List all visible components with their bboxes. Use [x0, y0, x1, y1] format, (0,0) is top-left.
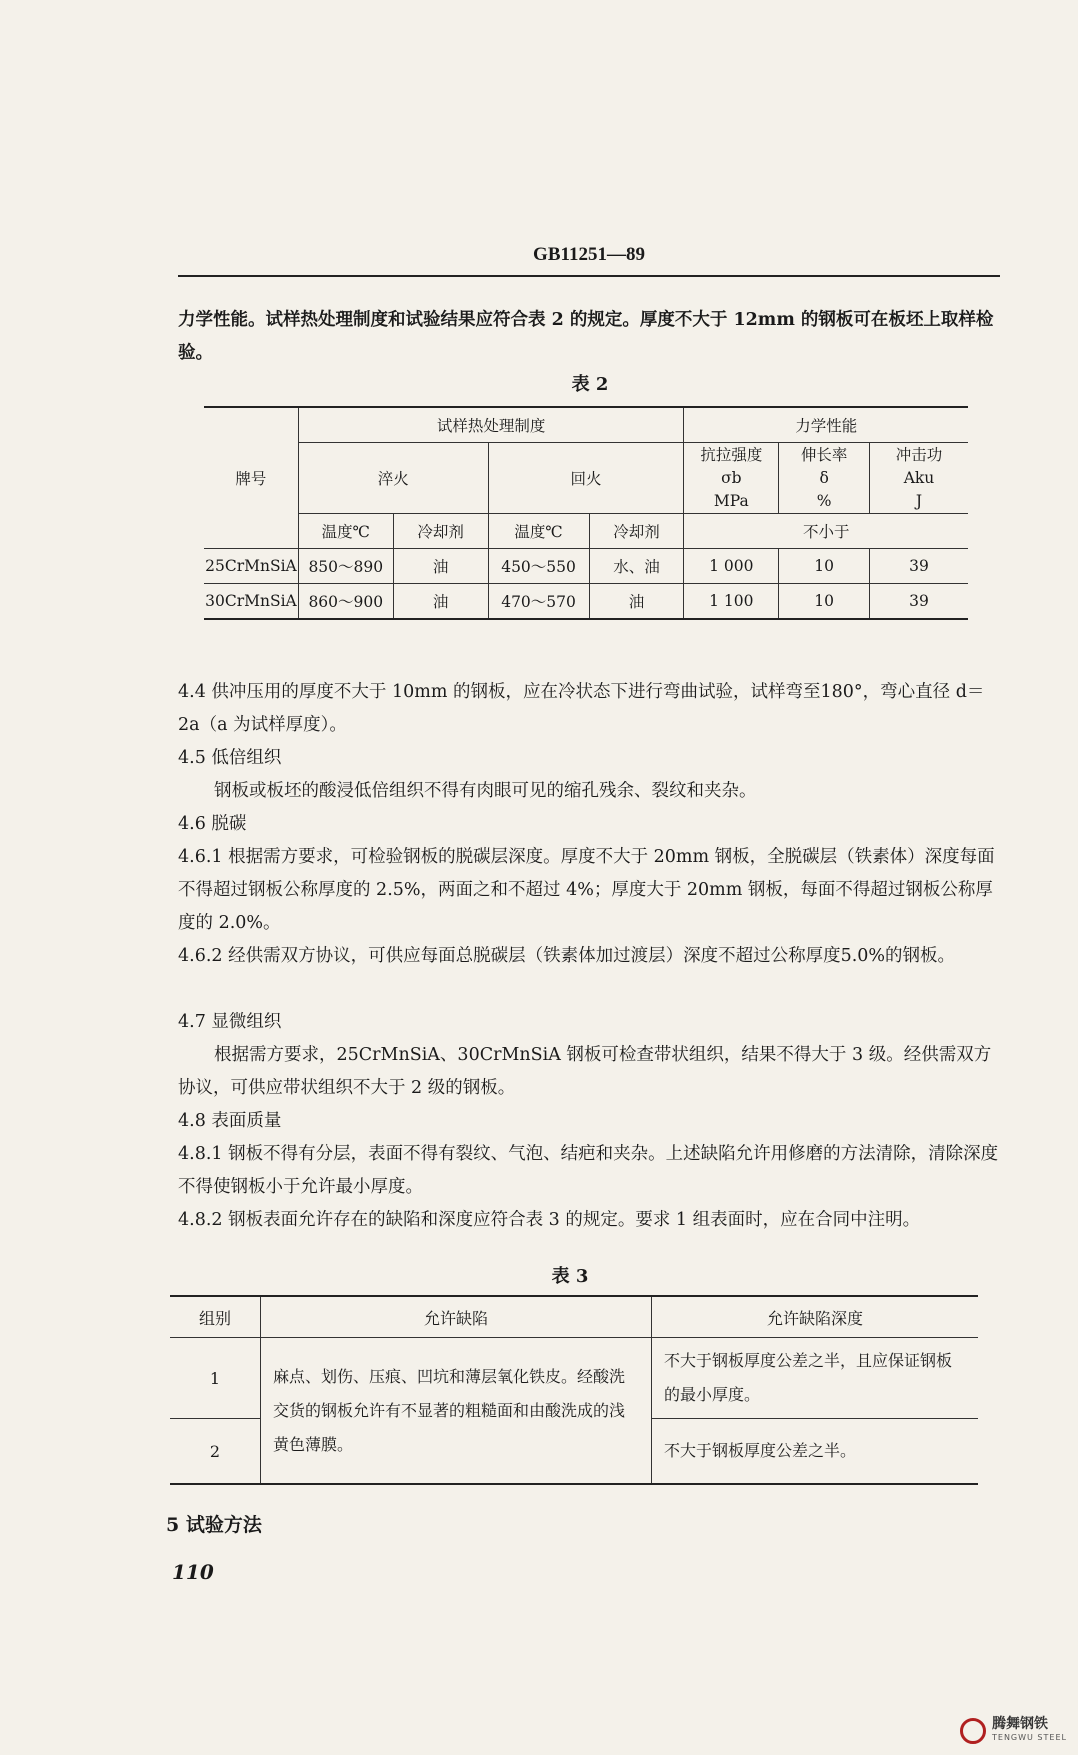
table-cell: 39	[870, 549, 968, 584]
clause-4-5-title: 4.5 低倍组织	[178, 748, 282, 768]
table2-temper-header: 回火	[488, 443, 684, 514]
logo-mark-icon	[960, 1718, 986, 1744]
table3	[170, 1295, 978, 1485]
table-cell: 1 100	[684, 584, 779, 620]
table2-elongation-header	[779, 443, 870, 514]
table-cell: 450～550	[488, 549, 589, 584]
table-cell: 30CrMnSiA	[204, 584, 298, 620]
table-cell: 860～900	[298, 584, 393, 620]
section-5-heading: 5 试验方法	[166, 1514, 262, 1536]
table-cell: 1	[170, 1338, 261, 1419]
table-cell: 油	[589, 584, 684, 620]
table-cell: 不大于钢板厚度公差之半，且应保证钢板的最小厚度。	[652, 1338, 979, 1419]
table2-tensile-header	[684, 443, 779, 514]
table-cell: 10	[779, 584, 870, 620]
table3-depth-header: 允许缺陷深度	[652, 1296, 979, 1338]
table-row	[170, 1338, 978, 1419]
table2-heat-treatment-header: 试样热处理制度	[298, 407, 684, 443]
clause-4-7-title: 4.7 显微组织	[178, 1012, 282, 1032]
elongation-label: 伸长率	[800, 445, 848, 464]
clause-4-5-text: 钢板或板坯的酸浸低倍组织不得有肉眼可见的缩孔残余、裂纹和夹杂。	[214, 781, 757, 801]
clause-4-7-text: 根据需方要求，25CrMnSiA、30CrMnSiA 钢板可检查带状组织，结果不得大于 3 级。经供需双方协议，可供应带状组织不大于 2 级的钢板。	[178, 1045, 992, 1098]
page-number: 110	[172, 1560, 214, 1584]
table-row	[204, 549, 968, 584]
table-cell: 25CrMnSiA	[204, 549, 298, 584]
impact-symbol: Aku	[903, 468, 935, 487]
logo-text-en: TENGWU STEEL	[992, 1733, 1067, 1742]
clause-4-8-1: 4.8.1 钢板不得有分层，表面不得有裂纹、气泡、结疤和夹杂。上述缺陷允许用修磨的方法清除，清除深度不得使钢板小于允许最小厚度。	[178, 1144, 999, 1197]
clause-4-4: 4.4 供冲压用的厚度不大于 10mm 的钢板，应在冷状态下进行弯曲试验，试样弯至180°，弯心直径 d＝2a（a 为试样厚度）。	[178, 682, 985, 735]
clause-4-6-1: 4.6.1 根据需方要求，可检验钢板的脱碳层深度。厚度不大于 20mm 钢板，全脱碳层（铁素体）深度每面不得超过钢板公称厚度的 2.5%，两面之和不超过 4%；厚度大于 20mm 钢板，每面不得超过钢板公称厚度的 2.0%。	[178, 847, 995, 933]
table3-group-header: 组别	[170, 1296, 261, 1338]
logo-text-cn: 腾舞钢铁	[992, 1716, 1048, 1732]
table-cell: 39	[870, 584, 968, 620]
table2-quench-coolant-header: 冷却剂	[393, 514, 488, 549]
table2-temper-temp-header: 温度℃	[488, 514, 589, 549]
table-cell: 10	[779, 549, 870, 584]
clause-4-8-2: 4.8.2 钢板表面允许存在的缺陷和深度应符合表 3 的规定。要求 1 组表面时，应在合同中注明。	[178, 1210, 921, 1230]
table-cell: 1 000	[684, 549, 779, 584]
table3-caption: 表 3	[551, 1266, 589, 1287]
table-cell: 470～570	[488, 584, 589, 620]
table3-defect-header: 允许缺陷	[261, 1296, 652, 1338]
intro-paragraph: 力学性能。试样热处理制度和试验结果应符合表 2 的规定。厚度不大于 12mm 的钢板可在板坯上取样检验。	[178, 310, 994, 363]
table-cell: 油	[393, 549, 488, 584]
standard-header: GB11251—89	[533, 244, 645, 265]
table-cell: 2	[170, 1419, 261, 1485]
elongation-symbol: δ	[819, 468, 829, 487]
table2-quench-header: 淬火	[298, 443, 488, 514]
table2-impact-header	[870, 443, 968, 514]
table2-grade-header: 牌号	[204, 407, 298, 549]
impact-label: 冲击功	[895, 445, 943, 464]
tensile-label: 抗拉强度	[700, 445, 763, 464]
table2	[204, 406, 968, 620]
brand-logo	[960, 1718, 1067, 1744]
table-cell: 水、油	[589, 549, 684, 584]
table-row	[204, 584, 968, 620]
clause-4-6-2: 4.6.2 经供需双方协议，可供应每面总脱碳层（铁素体加过渡层）深度不超过公称厚度5.0%的钢板。	[178, 946, 956, 966]
table-cell: 油	[393, 584, 488, 620]
table2-mechanical-header: 力学性能	[684, 407, 968, 443]
tensile-symbol: σb	[721, 468, 742, 487]
impact-unit: J	[915, 491, 923, 510]
table2-temper-coolant-header: 冷却剂	[589, 514, 684, 549]
table2-caption: 表 2	[571, 374, 609, 395]
elongation-unit: %	[816, 491, 832, 510]
tensile-unit: MPa	[713, 491, 749, 510]
clause-4-6-title: 4.6 脱碳	[178, 814, 247, 834]
table2-not-less-header: 不小于	[684, 514, 968, 549]
table-cell: 850～890	[298, 549, 393, 584]
table-cell: 不大于钢板厚度公差之半。	[652, 1419, 979, 1485]
header-rule	[178, 275, 1000, 277]
table-cell: 麻点、划伤、压痕、凹坑和薄层氧化铁皮。经酸洗交货的钢板允许有不显著的粗糙面和由酸洗成的浅黄色薄膜。	[261, 1338, 652, 1485]
table2-quench-temp-header: 温度℃	[298, 514, 393, 549]
clause-4-8-title: 4.8 表面质量	[178, 1111, 282, 1131]
